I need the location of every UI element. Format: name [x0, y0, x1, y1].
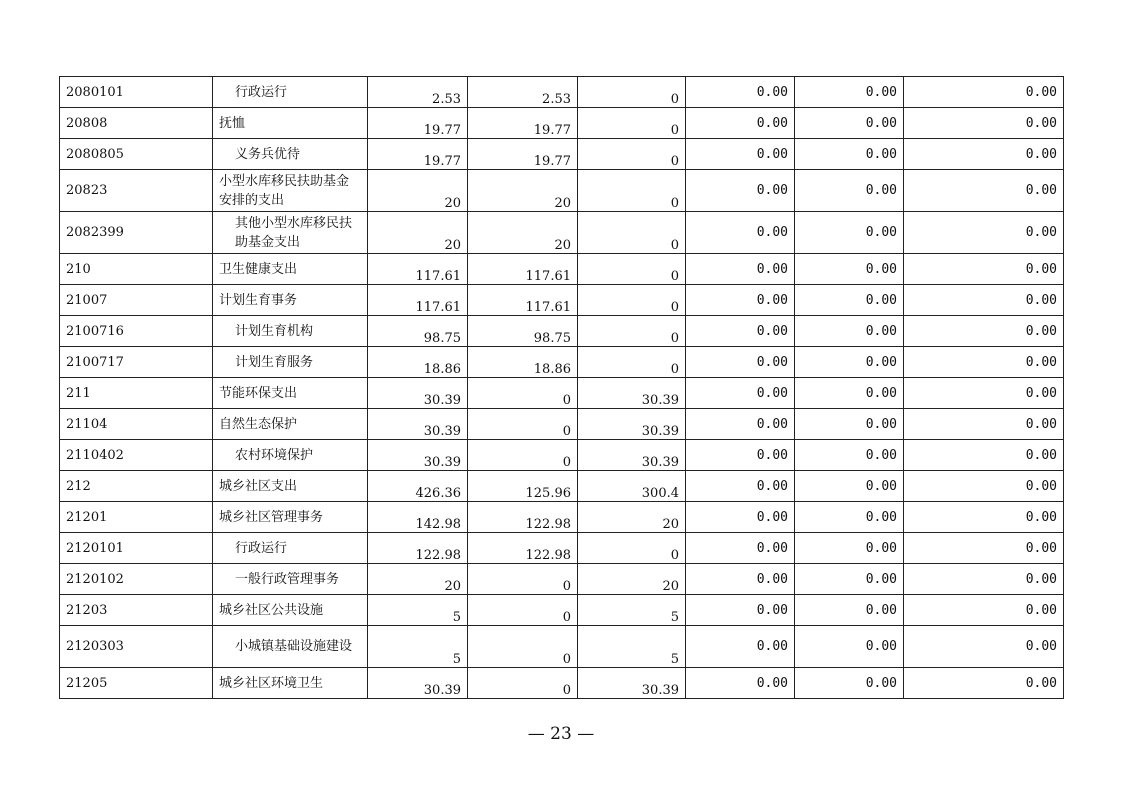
table-row — [60, 626, 1064, 668]
table-row — [60, 108, 1064, 139]
amount-cell: 0.00 — [686, 108, 795, 139]
amount-cell: 0.00 — [795, 316, 904, 347]
table-row — [60, 285, 1064, 316]
amount-cell: 98.75 — [368, 316, 468, 347]
amount-cell: 0.00 — [686, 285, 795, 316]
name-cell: 小城镇基础设施建设 — [213, 626, 368, 668]
name-cell: 行政运行 — [213, 533, 368, 564]
amount-cell: 0.00 — [904, 440, 1064, 471]
amount-cell: 30.39 — [578, 378, 686, 409]
amount-cell: 0.00 — [686, 378, 795, 409]
amount-cell: 0.00 — [686, 440, 795, 471]
name-cell: 抚恤 — [213, 108, 368, 139]
amount-cell: 0.00 — [904, 409, 1064, 440]
amount-cell: 0.00 — [686, 347, 795, 378]
amount-cell: 19.77 — [468, 139, 578, 170]
amount-cell: 0 — [578, 212, 686, 254]
code-cell: 21203 — [60, 595, 213, 626]
amount-cell: 20 — [468, 212, 578, 254]
amount-cell: 0 — [468, 626, 578, 668]
amount-cell: 18.86 — [468, 347, 578, 378]
name-cell: 城乡社区环境卫生 — [213, 668, 368, 699]
amount-cell: 117.61 — [368, 285, 468, 316]
amount-cell: 122.98 — [468, 502, 578, 533]
amount-cell: 19.77 — [368, 139, 468, 170]
table-row — [60, 564, 1064, 595]
name-cell: 自然生态保护 — [213, 409, 368, 440]
amount-cell: 0.00 — [686, 139, 795, 170]
amount-cell: 98.75 — [468, 316, 578, 347]
amount-cell: 0 — [578, 108, 686, 139]
amount-cell: 30.39 — [368, 378, 468, 409]
amount-cell: 426.36 — [368, 471, 468, 502]
name-cell: 义务兵优待 — [213, 139, 368, 170]
amount-cell: 0.00 — [686, 668, 795, 699]
table-row — [60, 77, 1064, 108]
amount-cell: 0.00 — [795, 409, 904, 440]
amount-cell: 20 — [368, 170, 468, 212]
code-cell: 2082399 — [60, 212, 213, 254]
amount-cell: 0.00 — [686, 77, 795, 108]
amount-cell: 0.00 — [795, 108, 904, 139]
code-cell: 211 — [60, 378, 213, 409]
name-cell: 计划生育机构 — [213, 316, 368, 347]
amount-cell: 0.00 — [795, 77, 904, 108]
code-cell: 2080101 — [60, 77, 213, 108]
name-cell: 城乡社区公共设施 — [213, 595, 368, 626]
amount-cell: 0 — [468, 440, 578, 471]
amount-cell: 5 — [578, 626, 686, 668]
amount-cell: 0.00 — [686, 533, 795, 564]
amount-cell: 0.00 — [686, 254, 795, 285]
amount-cell: 30.39 — [578, 440, 686, 471]
amount-cell: 0 — [578, 285, 686, 316]
amount-cell: 5 — [368, 595, 468, 626]
code-cell: 2120102 — [60, 564, 213, 595]
amount-cell: 0.00 — [904, 378, 1064, 409]
amount-cell: 0.00 — [904, 564, 1064, 595]
amount-cell: 0.00 — [904, 347, 1064, 378]
amount-cell: 0 — [578, 347, 686, 378]
amount-cell: 0 — [578, 254, 686, 285]
name-cell: 城乡社区管理事务 — [213, 502, 368, 533]
amount-cell: 2.53 — [468, 77, 578, 108]
amount-cell: 0.00 — [686, 316, 795, 347]
amount-cell: 0.00 — [686, 595, 795, 626]
table-row — [60, 378, 1064, 409]
amount-cell: 0.00 — [904, 108, 1064, 139]
code-cell: 2100717 — [60, 347, 213, 378]
amount-cell: 0 — [468, 564, 578, 595]
amount-cell: 30.39 — [578, 409, 686, 440]
amount-cell: 0.00 — [795, 668, 904, 699]
amount-cell: 0.00 — [686, 471, 795, 502]
table-row — [60, 347, 1064, 378]
table-row — [60, 212, 1064, 254]
name-cell: 一般行政管理事务 — [213, 564, 368, 595]
code-cell: 212 — [60, 471, 213, 502]
name-cell: 城乡社区支出 — [213, 471, 368, 502]
amount-cell: 0.00 — [795, 564, 904, 595]
table-row — [60, 440, 1064, 471]
amount-cell: 20 — [368, 564, 468, 595]
amount-cell: 0 — [578, 316, 686, 347]
amount-cell: 0.00 — [795, 533, 904, 564]
amount-cell: 20 — [578, 564, 686, 595]
amount-cell: 18.86 — [368, 347, 468, 378]
table-row — [60, 471, 1064, 502]
amount-cell: 0.00 — [686, 170, 795, 212]
code-cell: 2120303 — [60, 626, 213, 668]
name-cell: 其他小型水库移民扶助基金支出 — [213, 212, 368, 254]
amount-cell: 142.98 — [368, 502, 468, 533]
amount-cell: 122.98 — [368, 533, 468, 564]
amount-cell: 0.00 — [795, 471, 904, 502]
name-cell: 节能环保支出 — [213, 378, 368, 409]
amount-cell: 30.39 — [578, 668, 686, 699]
amount-cell: 0.00 — [795, 139, 904, 170]
amount-cell: 0 — [468, 409, 578, 440]
amount-cell: 0 — [578, 170, 686, 212]
amount-cell: 0.00 — [795, 170, 904, 212]
amount-cell: 0.00 — [904, 170, 1064, 212]
amount-cell: 0.00 — [686, 409, 795, 440]
amount-cell: 0.00 — [904, 285, 1064, 316]
table-row — [60, 595, 1064, 626]
amount-cell: 20 — [578, 502, 686, 533]
amount-cell: 0.00 — [686, 502, 795, 533]
amount-cell: 0.00 — [904, 595, 1064, 626]
name-cell: 计划生育事务 — [213, 285, 368, 316]
amount-cell: 0.00 — [795, 212, 904, 254]
amount-cell: 5 — [368, 626, 468, 668]
amount-cell: 125.96 — [468, 471, 578, 502]
amount-cell: 122.98 — [468, 533, 578, 564]
amount-cell: 117.61 — [468, 285, 578, 316]
amount-cell: 0.00 — [904, 533, 1064, 564]
table-row — [60, 409, 1064, 440]
amount-cell: 20 — [468, 170, 578, 212]
name-cell: 行政运行 — [213, 77, 368, 108]
amount-cell: 0.00 — [795, 502, 904, 533]
table-row — [60, 316, 1064, 347]
amount-cell: 0.00 — [795, 254, 904, 285]
amount-cell: 0.00 — [795, 378, 904, 409]
amount-cell: 300.4 — [578, 471, 686, 502]
amount-cell: 19.77 — [468, 108, 578, 139]
amount-cell: 0.00 — [904, 316, 1064, 347]
amount-cell: 30.39 — [368, 668, 468, 699]
amount-cell: 0.00 — [686, 626, 795, 668]
amount-cell: 19.77 — [368, 108, 468, 139]
amount-cell: 0.00 — [904, 626, 1064, 668]
code-cell: 21205 — [60, 668, 213, 699]
amount-cell: 2.53 — [368, 77, 468, 108]
amount-cell: 0 — [468, 595, 578, 626]
amount-cell: 0.00 — [795, 595, 904, 626]
amount-cell: 0.00 — [904, 139, 1064, 170]
amount-cell: 30.39 — [368, 409, 468, 440]
code-cell: 21201 — [60, 502, 213, 533]
budget-table — [59, 76, 1064, 699]
amount-cell: 117.61 — [368, 254, 468, 285]
table-row — [60, 170, 1064, 212]
name-cell: 小型水库移民扶助基金安排的支出 — [213, 170, 368, 212]
table-body — [60, 77, 1064, 699]
code-cell: 20808 — [60, 108, 213, 139]
amount-cell: 0.00 — [904, 254, 1064, 285]
amount-cell: 0.00 — [904, 471, 1064, 502]
code-cell: 2100716 — [60, 316, 213, 347]
name-cell: 卫生健康支出 — [213, 254, 368, 285]
amount-cell: 117.61 — [468, 254, 578, 285]
amount-cell: 20 — [368, 212, 468, 254]
table-row — [60, 502, 1064, 533]
amount-cell: 5 — [578, 595, 686, 626]
amount-cell: 0.00 — [795, 626, 904, 668]
amount-cell: 0.00 — [904, 212, 1064, 254]
name-cell: 计划生育服务 — [213, 347, 368, 378]
amount-cell: 0.00 — [795, 347, 904, 378]
amount-cell: 0.00 — [904, 77, 1064, 108]
code-cell: 2120101 — [60, 533, 213, 564]
page-number: — 23 — — [527, 724, 595, 744]
code-cell: 21007 — [60, 285, 213, 316]
table-row — [60, 254, 1064, 285]
table-row — [60, 668, 1064, 699]
amount-cell: 0.00 — [686, 212, 795, 254]
amount-cell: 0 — [468, 668, 578, 699]
code-cell: 2110402 — [60, 440, 213, 471]
code-cell: 2080805 — [60, 139, 213, 170]
amount-cell: 0 — [578, 139, 686, 170]
code-cell: 210 — [60, 254, 213, 285]
amount-cell: 0.00 — [686, 564, 795, 595]
code-cell: 21104 — [60, 409, 213, 440]
name-cell: 农村环境保护 — [213, 440, 368, 471]
amount-cell: 0 — [578, 77, 686, 108]
table-row — [60, 533, 1064, 564]
table-row — [60, 139, 1064, 170]
amount-cell: 0.00 — [904, 502, 1064, 533]
amount-cell: 0.00 — [904, 668, 1064, 699]
amount-cell: 30.39 — [368, 440, 468, 471]
amount-cell: 0.00 — [795, 285, 904, 316]
code-cell: 20823 — [60, 170, 213, 212]
amount-cell: 0 — [578, 533, 686, 564]
amount-cell: 0 — [468, 378, 578, 409]
amount-cell: 0.00 — [795, 440, 904, 471]
